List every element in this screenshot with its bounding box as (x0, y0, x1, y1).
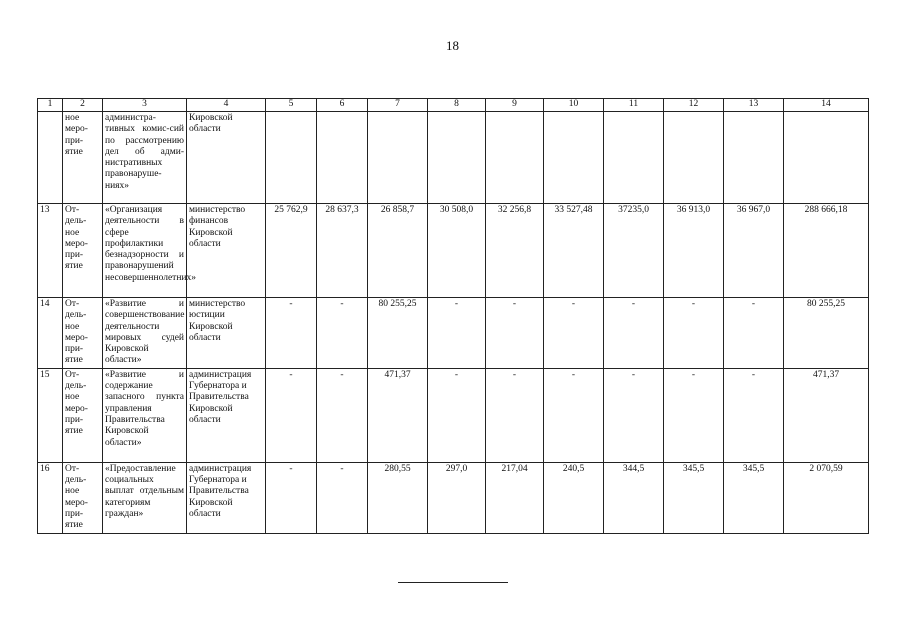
value-cell: 80 255,25 (368, 298, 428, 369)
status-cell: ное меро-при-ятие (63, 112, 103, 204)
row-number: 16 (38, 462, 63, 533)
responsible-cell: Кировской области (187, 112, 266, 204)
value-cell (724, 112, 784, 204)
row-number: 15 (38, 368, 63, 462)
value-cell: - (486, 368, 544, 462)
value-cell: - (317, 368, 368, 462)
program-name-cell: администра-тивных комис-сий по рассмотрению дел об адми-нистративных правонаруше-ниях» (103, 112, 187, 204)
value-cell: - (664, 298, 724, 369)
total-cell: 80 255,25 (784, 298, 869, 369)
total-cell: 2 070,59 (784, 462, 869, 533)
value-cell: - (317, 462, 368, 533)
responsible-cell: администрация Губернатора и Правительства Кировской области (187, 462, 266, 533)
total-cell (784, 112, 869, 204)
value-cell: - (604, 298, 664, 369)
value-cell: 37235,0 (604, 204, 664, 298)
value-cell: 280,55 (368, 462, 428, 533)
value-cell: - (428, 368, 486, 462)
value-cell (544, 112, 604, 204)
value-cell: 217,04 (486, 462, 544, 533)
value-cell (428, 112, 486, 204)
value-cell: - (664, 368, 724, 462)
value-cell (266, 112, 317, 204)
value-cell: 25 762,9 (266, 204, 317, 298)
column-header: 3 (103, 99, 187, 112)
status-cell: От-дель-ное меро-при-ятие (63, 204, 103, 298)
value-cell: - (486, 298, 544, 369)
column-header: 14 (784, 99, 869, 112)
column-header: 5 (266, 99, 317, 112)
row-number (38, 112, 63, 204)
value-cell (486, 112, 544, 204)
program-name-cell: «Развитие и совершенствование деятельности мировых судей Кировской области» (103, 298, 187, 369)
column-header: 2 (63, 99, 103, 112)
responsible-cell: министерство юстиции Кировской области (187, 298, 266, 369)
footer-divider (398, 582, 508, 583)
value-cell: - (544, 298, 604, 369)
value-cell: 26 858,7 (368, 204, 428, 298)
table-row (38, 112, 869, 204)
column-header: 11 (604, 99, 664, 112)
column-header: 7 (368, 99, 428, 112)
program-name-cell: «Предоставление социальных выплат отдельным категориям граждан» (103, 462, 187, 533)
value-cell: 240,5 (544, 462, 604, 533)
program-name-cell: «Организация деятельности в сфере профилактики безнадзорности и правонарушений несовершеннолетних» (103, 204, 187, 298)
value-cell: - (428, 298, 486, 369)
program-name-cell: «Развитие и содержание запасного пункта управления Правительства Кировской области» (103, 368, 187, 462)
column-header: 8 (428, 99, 486, 112)
status-cell: От-дель-ное меро-при-ятие (63, 298, 103, 369)
value-cell: 33 527,48 (544, 204, 604, 298)
row-number: 13 (38, 204, 63, 298)
row-number: 14 (38, 298, 63, 369)
column-header: 1 (38, 99, 63, 112)
table-row (38, 462, 869, 533)
value-cell: - (544, 368, 604, 462)
responsible-cell: министерство финансов Кировской области (187, 204, 266, 298)
value-cell: 345,5 (724, 462, 784, 533)
value-cell: - (266, 298, 317, 369)
value-cell: - (266, 462, 317, 533)
column-header: 9 (486, 99, 544, 112)
table-header-row (38, 99, 869, 112)
status-cell: От-дель-ное меро-при-ятие (63, 368, 103, 462)
value-cell: - (604, 368, 664, 462)
table-row (38, 204, 869, 298)
value-cell: 36 913,0 (664, 204, 724, 298)
value-cell: - (317, 298, 368, 369)
value-cell: 344,5 (604, 462, 664, 533)
total-cell: 471,37 (784, 368, 869, 462)
value-cell (317, 112, 368, 204)
status-cell: От-дель-ное меро-при-ятие (63, 462, 103, 533)
column-header: 12 (664, 99, 724, 112)
value-cell: 32 256,8 (486, 204, 544, 298)
value-cell: 28 637,3 (317, 204, 368, 298)
column-header: 4 (187, 99, 266, 112)
column-header: 6 (317, 99, 368, 112)
total-cell: 288 666,18 (784, 204, 869, 298)
value-cell: - (724, 368, 784, 462)
value-cell: 345,5 (664, 462, 724, 533)
value-cell (664, 112, 724, 204)
value-cell (368, 112, 428, 204)
column-header: 10 (544, 99, 604, 112)
budget-table (37, 98, 869, 534)
page-number: 18 (446, 38, 459, 53)
value-cell: 471,37 (368, 368, 428, 462)
table-row (38, 298, 869, 369)
responsible-cell: администрация Губернатора и Правительства Кировской области (187, 368, 266, 462)
value-cell: - (724, 298, 784, 369)
value-cell: 297,0 (428, 462, 486, 533)
value-cell: 30 508,0 (428, 204, 486, 298)
value-cell (604, 112, 664, 204)
value-cell: - (266, 368, 317, 462)
table-row (38, 368, 869, 462)
value-cell: 36 967,0 (724, 204, 784, 298)
column-header: 13 (724, 99, 784, 112)
